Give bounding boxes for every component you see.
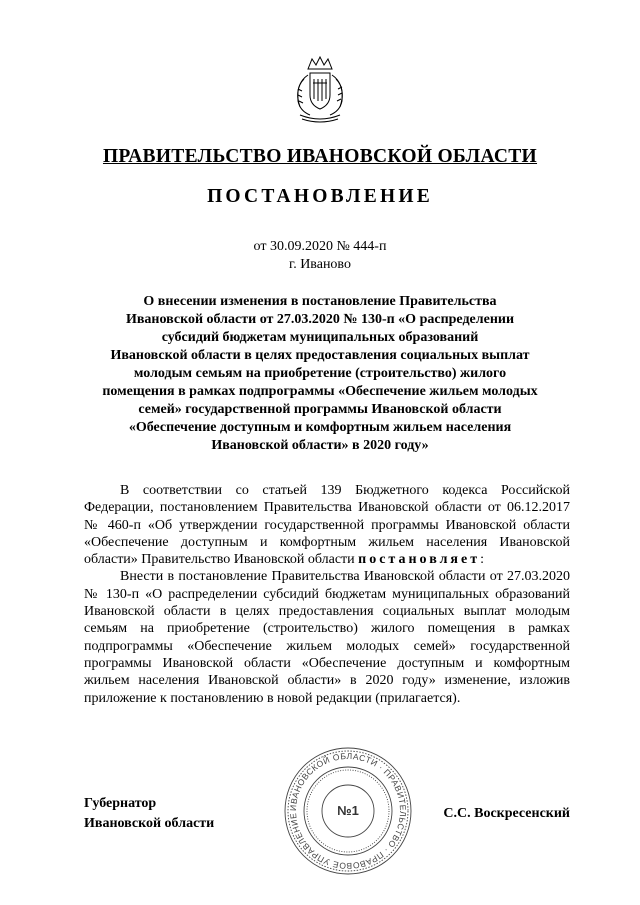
title-line: помещения в рамках подпрограммы «Обеспечение жильем молодых xyxy=(102,384,538,399)
title-line: «Обеспечение доступным и комфортным жильем населения xyxy=(128,420,512,435)
seal-outer-text: ИВАНОВСКОЙ ОБЛАСТИ · ПРАВИТЕЛЬСТВО · ПРАВОВОЕ УПРАВЛЕНИЕ xyxy=(287,750,409,872)
position-line: Ивановской области xyxy=(84,816,215,831)
body-paragraph xyxy=(84,482,570,568)
title-line: Ивановской области в целях предоставления социальных выплат xyxy=(110,348,530,363)
signatory-position xyxy=(84,794,214,834)
body-paragraph: Внести в постановление Правительства Ивановской области от 27.03.2020 № 130-п «О распределении субсидий бюджетам муниципальных образований Ивановской области в целях предоставления социальных выплат молодым семьям на приобретение (строительство) жилого помещения в рамках подпрограммы «Обеспечение жильем молодых семей» государственной программы Ивановской области «Обеспечение доступным и комфортным жильем населения Ивановской области» в 2020 году» изменение, изложив приложение к постановлению в новой редакции (прилагается). xyxy=(84,569,570,706)
document-title xyxy=(90,293,550,455)
title-line: Ивановской области» в 2020 году» xyxy=(211,438,429,453)
title-line: молодым семьям на приобретение (строительство) жилого xyxy=(133,366,507,381)
document-city: г. Иваново xyxy=(289,257,351,272)
coat-of-arms-emblem xyxy=(288,55,352,125)
document-type: ПОСТАНОВЛЕНИЕ xyxy=(207,186,433,207)
signatory-name: С.С. Воскресенский xyxy=(443,806,570,821)
title-line: семей» государственной программы Ивановской области xyxy=(138,402,502,417)
decree-word: постановляет xyxy=(358,552,481,568)
title-line: Ивановской области от 27.03.2020 № 130-п «О распределении xyxy=(125,312,515,327)
document-date-number: от 30.09.2020 № 444-п xyxy=(253,239,387,254)
document-body xyxy=(84,482,570,707)
title-line: О внесении изменения в постановление Правительства xyxy=(143,294,497,309)
position-line: Губернатор xyxy=(84,796,157,811)
preamble-text: В соответствии со статьей 139 Бюджетного кодекса Российской Федерации, постановлением Правительства Ивановской области от 06.12.2017 № 460-п «Об утверждении государственной программы Ивановской области «Обеспечение доступным и комфортным жильем населения Ивановской области» Правительство Ивановской области xyxy=(84,483,570,568)
government-name: ПРАВИТЕЛЬСТВО ИВАНОВСКОЙ ОБЛАСТИ xyxy=(102,146,538,167)
official-seal-stamp xyxy=(282,745,414,877)
decree-colon: : xyxy=(480,552,484,568)
seal-number: №1 xyxy=(337,803,359,818)
title-line: субсидий бюджетам муниципальных образований xyxy=(161,330,479,345)
